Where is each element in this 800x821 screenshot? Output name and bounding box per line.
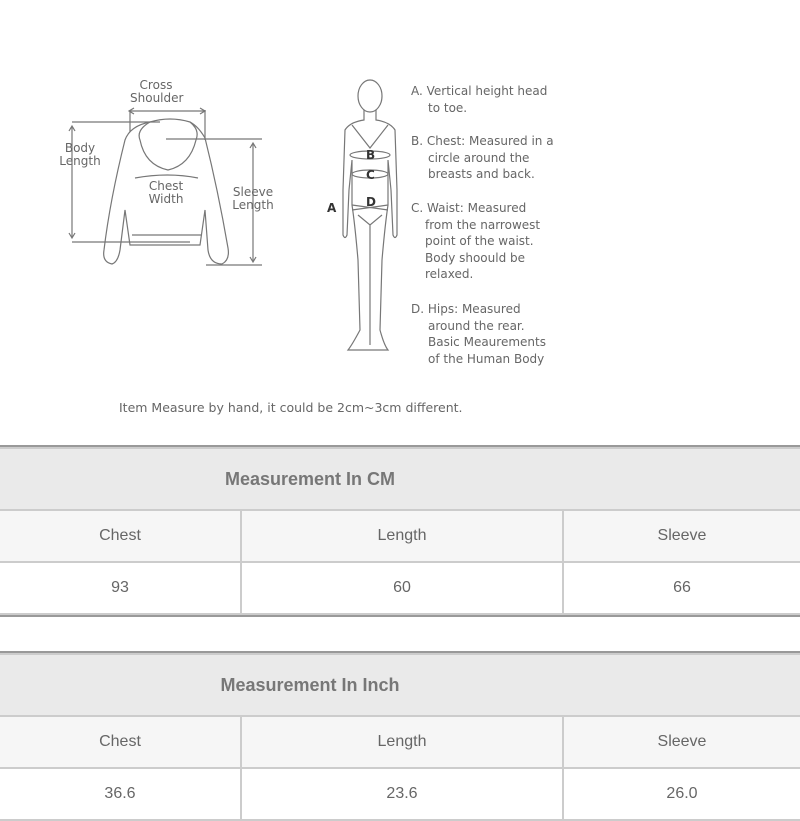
header-chest: Chest	[0, 511, 240, 561]
header-length: Length	[242, 717, 562, 767]
measurement-table-cm	[0, 445, 800, 617]
measurement-note: Item Measure by hand, it could be 2cm~3cm different.	[119, 400, 463, 415]
header-length: Length	[242, 511, 562, 561]
value-chest: 36.6	[0, 769, 240, 819]
value-sleeve: 66	[564, 563, 800, 613]
marker-b: B	[366, 148, 376, 162]
cross-shoulder-label: Cross Shoulder	[130, 78, 184, 105]
table-row	[0, 769, 800, 819]
header-sleeve: Sleeve	[564, 717, 800, 767]
header-chest: Chest	[0, 717, 240, 767]
value-chest: 93	[0, 563, 240, 613]
table-row	[0, 563, 800, 613]
header-sleeve: Sleeve	[564, 511, 800, 561]
marker-d: D	[366, 195, 376, 209]
description-a: A. Vertical height head to toe.	[411, 84, 548, 115]
marker-a: A	[327, 201, 337, 215]
body-length-label: Body Length	[59, 141, 101, 168]
table-header-row	[0, 511, 800, 561]
sleeve-length-label: Sleeve Length	[232, 185, 274, 212]
chest-width-label: Chest Width	[148, 179, 184, 206]
value-length: 60	[242, 563, 562, 613]
measurement-table-inch	[0, 651, 800, 821]
table-header-row	[0, 717, 800, 767]
body-figure-sketch	[343, 80, 397, 350]
description-b: B. Chest: Measured in a circle around the breasts and back.	[411, 134, 554, 181]
measurement-illustrations	[0, 0, 800, 400]
value-length: 23.6	[242, 769, 562, 819]
description-d: D. Hips: Measured around the rear. Basic Meaurements of the Human Body	[411, 302, 546, 366]
table-title: Measurement In CM	[0, 449, 800, 509]
description-c: C. Waist: Measured from the narrowest point of the waist. Body shoould be relaxed.	[411, 201, 541, 281]
value-sleeve: 26.0	[564, 769, 800, 819]
table-title: Measurement In Inch	[0, 655, 800, 715]
marker-c: C	[366, 168, 375, 182]
